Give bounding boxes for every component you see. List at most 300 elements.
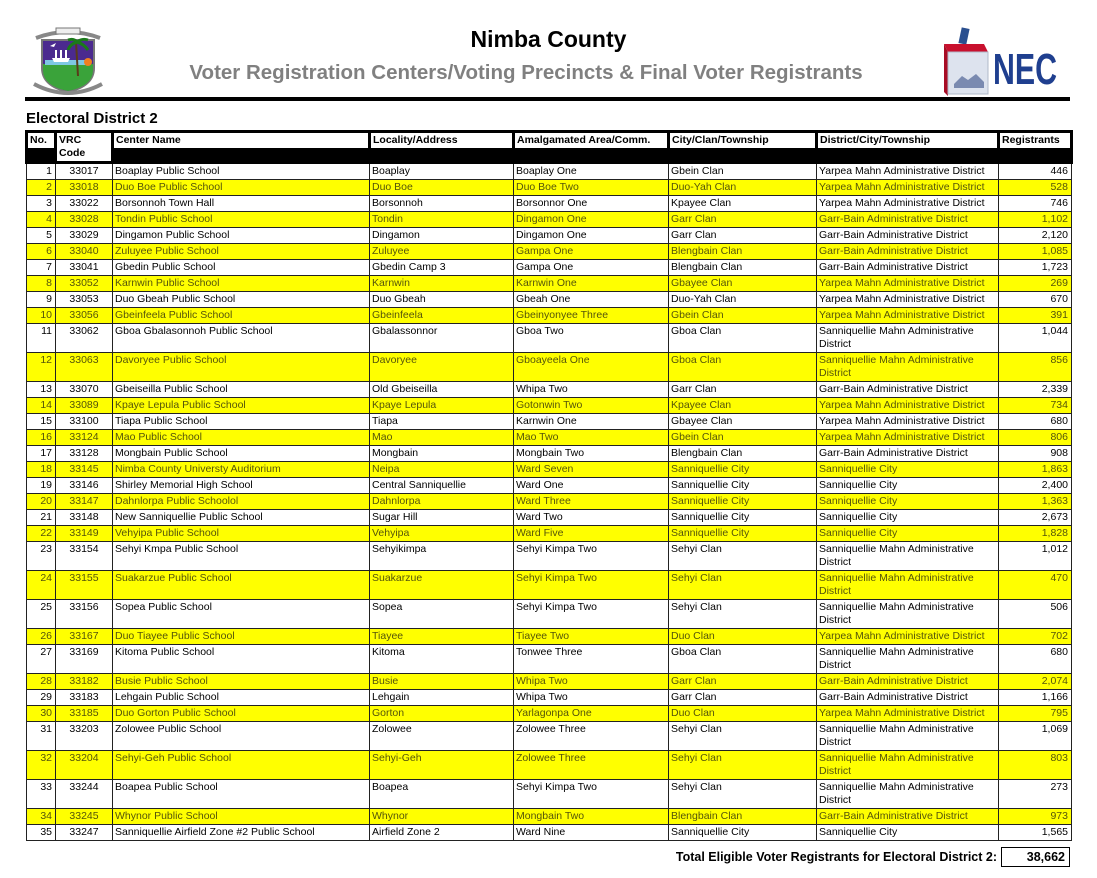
cell-row-number: 28 xyxy=(27,674,56,690)
cell-center-name: Kitoma Public School xyxy=(113,645,370,674)
cell-amalgamated-area: Gbeah One xyxy=(514,292,669,308)
cell-vrc-code: 33204 xyxy=(56,751,113,780)
total-label: Total Eligible Voter Registrants for Electoral District 2: xyxy=(675,850,997,864)
cell-row-number: 26 xyxy=(27,629,56,645)
cell-district: Sanniquellie City xyxy=(817,510,999,526)
cell-vrc-code: 33149 xyxy=(56,526,113,542)
cell-locality: Busie xyxy=(370,674,514,690)
cell-amalgamated-area: Tiayee Two xyxy=(514,629,669,645)
cell-city-clan: Kpayee Clan xyxy=(669,196,817,212)
cell-row-number: 17 xyxy=(27,446,56,462)
cell-amalgamated-area: Sehyi Kimpa Two xyxy=(514,571,669,600)
cell-center-name: Zuluyee Public School xyxy=(113,244,370,260)
column-header-district: District/City/Township xyxy=(817,132,999,163)
table-row xyxy=(27,629,1072,645)
cell-locality: Mongbain xyxy=(370,446,514,462)
table-row xyxy=(27,674,1072,690)
table-row xyxy=(27,780,1072,809)
cell-center-name: Sopea Public School xyxy=(113,600,370,629)
cell-amalgamated-area: Karnwin One xyxy=(514,414,669,430)
cell-district: Yarpea Mahn Administrative District xyxy=(817,414,999,430)
cell-center-name: New Sanniquellie Public School xyxy=(113,510,370,526)
cell-amalgamated-area: Karnwin One xyxy=(514,276,669,292)
cell-district: Garr-Bain Administrative District xyxy=(817,260,999,276)
column-header-center-name: Center Name xyxy=(113,132,370,163)
cell-city-clan: Gboa Clan xyxy=(669,324,817,353)
cell-city-clan: Sanniquellie City xyxy=(669,526,817,542)
cell-row-number: 24 xyxy=(27,571,56,600)
cell-amalgamated-area: Gampa One xyxy=(514,244,669,260)
cell-center-name: Davoryee Public School xyxy=(113,353,370,382)
cell-row-number: 31 xyxy=(27,722,56,751)
cell-city-clan: Sehyi Clan xyxy=(669,600,817,629)
cell-district: Sanniquellie Mahn Administrative District xyxy=(817,600,999,629)
cell-amalgamated-area: Dingamon One xyxy=(514,212,669,228)
table-row xyxy=(27,478,1072,494)
cell-vrc-code: 33062 xyxy=(56,324,113,353)
cell-row-number: 12 xyxy=(27,353,56,382)
cell-city-clan: Gbein Clan xyxy=(669,308,817,324)
cell-vrc-code: 33089 xyxy=(56,398,113,414)
cell-row-number: 6 xyxy=(27,244,56,260)
cell-registrants: 1,565 xyxy=(999,825,1072,841)
cell-row-number: 2 xyxy=(27,180,56,196)
cell-registrants: 1,102 xyxy=(999,212,1072,228)
cell-center-name: Suakarzue Public School xyxy=(113,571,370,600)
table-row xyxy=(27,809,1072,825)
cell-district: Garr-Bain Administrative District xyxy=(817,674,999,690)
cell-district: Sanniquellie City xyxy=(817,494,999,510)
cell-vrc-code: 33147 xyxy=(56,494,113,510)
cell-registrants: 908 xyxy=(999,446,1072,462)
cell-registrants: 1,044 xyxy=(999,324,1072,353)
cell-district: Sanniquellie City xyxy=(817,526,999,542)
section-title: Electoral District 2 xyxy=(26,110,158,127)
cell-locality: Sugar Hill xyxy=(370,510,514,526)
table-row xyxy=(27,196,1072,212)
cell-center-name: Vehyipa Public School xyxy=(113,526,370,542)
cell-amalgamated-area: Boaplay One xyxy=(514,163,669,180)
cell-amalgamated-area: Mao Two xyxy=(514,430,669,446)
cell-registrants: 528 xyxy=(999,180,1072,196)
cell-center-name: Lehgain Public School xyxy=(113,690,370,706)
cell-district: Yarpea Mahn Administrative District xyxy=(817,430,999,446)
cell-vrc-code: 33245 xyxy=(56,809,113,825)
table-row xyxy=(27,430,1072,446)
cell-row-number: 33 xyxy=(27,780,56,809)
table-row xyxy=(27,353,1072,382)
cell-locality: Dingamon xyxy=(370,228,514,244)
cell-center-name: Gboa Gbalasonnoh Public School xyxy=(113,324,370,353)
cell-locality: Central Sanniquellie xyxy=(370,478,514,494)
page-subtitle: Voter Registration Centers/Voting Precincts & Final Voter Registrants xyxy=(189,61,863,84)
cell-row-number: 21 xyxy=(27,510,56,526)
table-row xyxy=(27,571,1072,600)
cell-district: Sanniquellie City xyxy=(817,462,999,478)
table-row xyxy=(27,180,1072,196)
cell-locality: Davoryee xyxy=(370,353,514,382)
cell-district: Yarpea Mahn Administrative District xyxy=(817,398,999,414)
table-row xyxy=(27,244,1072,260)
cell-locality: Dahnlorpa xyxy=(370,494,514,510)
cell-locality: Mao xyxy=(370,430,514,446)
cell-center-name: Duo Gorton Public School xyxy=(113,706,370,722)
cell-center-name: Dingamon Public School xyxy=(113,228,370,244)
cell-center-name: Karnwin Public School xyxy=(113,276,370,292)
cell-amalgamated-area: Sehyi Kimpa Two xyxy=(514,780,669,809)
cell-row-number: 15 xyxy=(27,414,56,430)
cell-center-name: Tiapa Public School xyxy=(113,414,370,430)
cell-city-clan: Blengbain Clan xyxy=(669,446,817,462)
cell-row-number: 5 xyxy=(27,228,56,244)
table-row xyxy=(27,308,1072,324)
cell-amalgamated-area: Mongbain Two xyxy=(514,446,669,462)
cell-district: Garr-Bain Administrative District xyxy=(817,446,999,462)
cell-district: Yarpea Mahn Administrative District xyxy=(817,163,999,180)
cell-vrc-code: 33018 xyxy=(56,180,113,196)
cell-center-name: Mao Public School xyxy=(113,430,370,446)
cell-city-clan: Sanniquellie City xyxy=(669,478,817,494)
cell-center-name: Gbedin Public School xyxy=(113,260,370,276)
table-row xyxy=(27,600,1072,629)
cell-registrants: 1,012 xyxy=(999,542,1072,571)
cell-locality: Borsonnoh xyxy=(370,196,514,212)
cell-district: Yarpea Mahn Administrative District xyxy=(817,706,999,722)
cell-city-clan: Duo Clan xyxy=(669,629,817,645)
registrants-table xyxy=(25,130,1073,841)
cell-locality: Whynor xyxy=(370,809,514,825)
cell-city-clan: Garr Clan xyxy=(669,690,817,706)
cell-district: Sanniquellie Mahn Administrative District xyxy=(817,571,999,600)
cell-city-clan: Gbayee Clan xyxy=(669,276,817,292)
cell-district: Sanniquellie Mahn Administrative District xyxy=(817,780,999,809)
cell-center-name: Sehyi-Geh Public School xyxy=(113,751,370,780)
cell-registrants: 2,074 xyxy=(999,674,1072,690)
cell-amalgamated-area: Ward Three xyxy=(514,494,669,510)
table-row xyxy=(27,751,1072,780)
cell-locality: Sehyi-Geh xyxy=(370,751,514,780)
cell-locality: Tiayee xyxy=(370,629,514,645)
cell-registrants: 1,085 xyxy=(999,244,1072,260)
cell-district: Garr-Bain Administrative District xyxy=(817,228,999,244)
column-header-amalgamated-area: Amalgamated Area/Comm. xyxy=(514,132,669,163)
cell-amalgamated-area: Borsonnor One xyxy=(514,196,669,212)
cell-registrants: 746 xyxy=(999,196,1072,212)
cell-amalgamated-area: Yarlagonpa One xyxy=(514,706,669,722)
column-header-registrants: Registrants xyxy=(999,132,1072,163)
column-header-no: No. xyxy=(27,132,56,163)
cell-amalgamated-area: Ward Nine xyxy=(514,825,669,841)
cell-city-clan: Sehyi Clan xyxy=(669,751,817,780)
cell-vrc-code: 33063 xyxy=(56,353,113,382)
cell-district: Garr-Bain Administrative District xyxy=(817,244,999,260)
cell-locality: Gbalassonnor xyxy=(370,324,514,353)
table-section xyxy=(25,130,1070,867)
cell-vrc-code: 33052 xyxy=(56,276,113,292)
cell-locality: Boapea xyxy=(370,780,514,809)
cell-city-clan: Kpayee Clan xyxy=(669,398,817,414)
total-row xyxy=(25,847,1070,867)
cell-amalgamated-area: Gboayeela One xyxy=(514,353,669,382)
cell-city-clan: Sehyi Clan xyxy=(669,542,817,571)
cell-locality: Zolowee xyxy=(370,722,514,751)
cell-city-clan: Duo-Yah Clan xyxy=(669,180,817,196)
cell-row-number: 9 xyxy=(27,292,56,308)
cell-row-number: 10 xyxy=(27,308,56,324)
cell-center-name: Borsonnoh Town Hall xyxy=(113,196,370,212)
cell-center-name: Dahnlorpa Public Schoolol xyxy=(113,494,370,510)
cell-center-name: Duo Boe Public School xyxy=(113,180,370,196)
cell-registrants: 391 xyxy=(999,308,1072,324)
table-row xyxy=(27,825,1072,841)
cell-amalgamated-area: Gboa Two xyxy=(514,324,669,353)
cell-amalgamated-area: Sehyi Kimpa Two xyxy=(514,542,669,571)
cell-registrants: 1,166 xyxy=(999,690,1072,706)
cell-registrants: 680 xyxy=(999,414,1072,430)
cell-amalgamated-area: Whipa Two xyxy=(514,382,669,398)
cell-registrants: 795 xyxy=(999,706,1072,722)
cell-vrc-code: 33040 xyxy=(56,244,113,260)
cell-vrc-code: 33183 xyxy=(56,690,113,706)
cell-district: Garr-Bain Administrative District xyxy=(817,212,999,228)
cell-district: Yarpea Mahn Administrative District xyxy=(817,308,999,324)
cell-amalgamated-area: Dingamon One xyxy=(514,228,669,244)
cell-registrants: 446 xyxy=(999,163,1072,180)
cell-locality: Neipa xyxy=(370,462,514,478)
cell-row-number: 1 xyxy=(27,163,56,180)
cell-registrants: 734 xyxy=(999,398,1072,414)
cell-center-name: Gbeinfeela Public School xyxy=(113,308,370,324)
cell-city-clan: Sanniquellie City xyxy=(669,825,817,841)
cell-registrants: 856 xyxy=(999,353,1072,382)
cell-vrc-code: 33156 xyxy=(56,600,113,629)
total-value-text: 38,662 xyxy=(1026,850,1065,864)
table-row xyxy=(27,260,1072,276)
cell-registrants: 470 xyxy=(999,571,1072,600)
cell-amalgamated-area: Mongbain Two xyxy=(514,809,669,825)
cell-locality: Lehgain xyxy=(370,690,514,706)
cell-amalgamated-area: Ward One xyxy=(514,478,669,494)
cell-district: Garr-Bain Administrative District xyxy=(817,382,999,398)
cell-city-clan: Sanniquellie City xyxy=(669,462,817,478)
cell-city-clan: Sanniquellie City xyxy=(669,510,817,526)
table-header-row xyxy=(27,132,1072,163)
table-row xyxy=(27,494,1072,510)
cell-locality: Kpaye Lepula xyxy=(370,398,514,414)
cell-registrants: 973 xyxy=(999,809,1072,825)
cell-locality: Tondin xyxy=(370,212,514,228)
table-row xyxy=(27,163,1072,180)
cell-amalgamated-area: Gotonwin Two xyxy=(514,398,669,414)
cell-locality: Sopea xyxy=(370,600,514,629)
cell-row-number: 34 xyxy=(27,809,56,825)
cell-locality: Kitoma xyxy=(370,645,514,674)
cell-city-clan: Garr Clan xyxy=(669,382,817,398)
cell-city-clan: Gbein Clan xyxy=(669,163,817,180)
cell-district: Yarpea Mahn Administrative District xyxy=(817,180,999,196)
cell-district: Sanniquellie Mahn Administrative District xyxy=(817,324,999,353)
cell-row-number: 25 xyxy=(27,600,56,629)
cell-locality: Old Gbeiseilla xyxy=(370,382,514,398)
cell-city-clan: Garr Clan xyxy=(669,212,817,228)
table-row xyxy=(27,690,1072,706)
cell-vrc-code: 33070 xyxy=(56,382,113,398)
table-row xyxy=(27,526,1072,542)
column-header-vrc-code: VRC Code xyxy=(56,132,113,163)
cell-district: Sanniquellie City xyxy=(817,478,999,494)
cell-vrc-code: 33128 xyxy=(56,446,113,462)
cell-center-name: Whynor Public School xyxy=(113,809,370,825)
cell-amalgamated-area: Zolowee Three xyxy=(514,722,669,751)
cell-city-clan: Sehyi Clan xyxy=(669,571,817,600)
cell-registrants: 1,863 xyxy=(999,462,1072,478)
cell-row-number: 13 xyxy=(27,382,56,398)
cell-center-name: Tondin Public School xyxy=(113,212,370,228)
cell-amalgamated-area: Duo Boe Two xyxy=(514,180,669,196)
table-row xyxy=(27,706,1072,722)
table-row xyxy=(27,212,1072,228)
cell-locality: Boaplay xyxy=(370,163,514,180)
cell-locality: Gbeinfeela xyxy=(370,308,514,324)
cell-vrc-code: 33053 xyxy=(56,292,113,308)
cell-center-name: Boaplay Public School xyxy=(113,163,370,180)
cell-center-name: Duo Gbeah Public School xyxy=(113,292,370,308)
cell-city-clan: Gboa Clan xyxy=(669,645,817,674)
cell-row-number: 35 xyxy=(27,825,56,841)
cell-row-number: 4 xyxy=(27,212,56,228)
cell-vrc-code: 33169 xyxy=(56,645,113,674)
cell-row-number: 16 xyxy=(27,430,56,446)
cell-vrc-code: 33041 xyxy=(56,260,113,276)
cell-center-name: Kpaye Lepula Public School xyxy=(113,398,370,414)
cell-vrc-code: 33244 xyxy=(56,780,113,809)
cell-district: Sanniquellie Mahn Administrative District xyxy=(817,751,999,780)
cell-vrc-code: 33155 xyxy=(56,571,113,600)
cell-row-number: 23 xyxy=(27,542,56,571)
cell-center-name: Mongbain Public School xyxy=(113,446,370,462)
cell-district: Yarpea Mahn Administrative District xyxy=(817,292,999,308)
cell-amalgamated-area: Ward Two xyxy=(514,510,669,526)
cell-amalgamated-area: Ward Seven xyxy=(514,462,669,478)
cell-amalgamated-area: Sehyi Kimpa Two xyxy=(514,600,669,629)
table-row xyxy=(27,542,1072,571)
cell-district: Sanniquellie Mahn Administrative District xyxy=(817,645,999,674)
cell-district: Sanniquellie Mahn Administrative District xyxy=(817,722,999,751)
cell-amalgamated-area: Tonwee Three xyxy=(514,645,669,674)
cell-center-name: Zolowee Public School xyxy=(113,722,370,751)
table-body xyxy=(27,163,1072,841)
cell-city-clan: Duo-Yah Clan xyxy=(669,292,817,308)
cell-district: Garr-Bain Administrative District xyxy=(817,690,999,706)
cell-vrc-code: 33124 xyxy=(56,430,113,446)
cell-district: Yarpea Mahn Administrative District xyxy=(817,196,999,212)
cell-locality: Suakarzue xyxy=(370,571,514,600)
cell-locality: Duo Gbeah xyxy=(370,292,514,308)
cell-registrants: 1,069 xyxy=(999,722,1072,751)
cell-registrants: 2,673 xyxy=(999,510,1072,526)
cell-row-number: 32 xyxy=(27,751,56,780)
cell-amalgamated-area: Whipa Two xyxy=(514,674,669,690)
cell-vrc-code: 33146 xyxy=(56,478,113,494)
cell-locality: Zuluyee xyxy=(370,244,514,260)
cell-registrants: 2,339 xyxy=(999,382,1072,398)
cell-registrants: 273 xyxy=(999,780,1072,809)
cell-vrc-code: 33056 xyxy=(56,308,113,324)
cell-vrc-code: 33100 xyxy=(56,414,113,430)
cell-center-name: Boapea Public School xyxy=(113,780,370,809)
cell-registrants: 2,400 xyxy=(999,478,1072,494)
cell-row-number: 18 xyxy=(27,462,56,478)
cell-city-clan: Sehyi Clan xyxy=(669,780,817,809)
table-row xyxy=(27,324,1072,353)
cell-district: Sanniquellie City xyxy=(817,825,999,841)
nec-ballot-box-icon xyxy=(940,26,1060,96)
cell-center-name: Shirley Memorial High School xyxy=(113,478,370,494)
cell-vrc-code: 33203 xyxy=(56,722,113,751)
cell-amalgamated-area: Ward Five xyxy=(514,526,669,542)
cell-vrc-code: 33145 xyxy=(56,462,113,478)
cell-city-clan: Blengbain Clan xyxy=(669,809,817,825)
cell-city-clan: Garr Clan xyxy=(669,674,817,690)
cell-registrants: 1,723 xyxy=(999,260,1072,276)
cell-district: Yarpea Mahn Administrative District xyxy=(817,629,999,645)
cell-registrants: 806 xyxy=(999,430,1072,446)
table-row xyxy=(27,292,1072,308)
cell-vrc-code: 33182 xyxy=(56,674,113,690)
cell-amalgamated-area: Gbeinyonyee Three xyxy=(514,308,669,324)
cell-vrc-code: 33247 xyxy=(56,825,113,841)
cell-center-name: Sanniquellie Airfield Zone #2 Public School xyxy=(113,825,370,841)
cell-center-name: Sehyi Kmpa Public School xyxy=(113,542,370,571)
cell-district: Garr-Bain Administrative District xyxy=(817,809,999,825)
cell-city-clan: Sanniquellie City xyxy=(669,494,817,510)
cell-registrants: 2,120 xyxy=(999,228,1072,244)
cell-vrc-code: 33022 xyxy=(56,196,113,212)
table-row xyxy=(27,414,1072,430)
cell-city-clan: Gboa Clan xyxy=(669,353,817,382)
cell-center-name: Gbeiseilla Public School xyxy=(113,382,370,398)
cell-city-clan: Duo Clan xyxy=(669,706,817,722)
cell-city-clan: Blengbain Clan xyxy=(669,260,817,276)
cell-locality: Vehyipa xyxy=(370,526,514,542)
cell-registrants: 269 xyxy=(999,276,1072,292)
cell-district: Sanniquellie Mahn Administrative District xyxy=(817,353,999,382)
cell-district: Sanniquellie Mahn Administrative District xyxy=(817,542,999,571)
cell-vrc-code: 33017 xyxy=(56,163,113,180)
cell-locality: Gorton xyxy=(370,706,514,722)
cell-city-clan: Blengbain Clan xyxy=(669,244,817,260)
cell-row-number: 14 xyxy=(27,398,56,414)
cell-vrc-code: 33148 xyxy=(56,510,113,526)
page-title: Nimba County xyxy=(470,26,627,52)
table-row xyxy=(27,228,1072,244)
cell-amalgamated-area: Gampa One xyxy=(514,260,669,276)
table-row xyxy=(27,510,1072,526)
cell-row-number: 7 xyxy=(27,260,56,276)
cell-city-clan: Gbein Clan xyxy=(669,430,817,446)
cell-row-number: 29 xyxy=(27,690,56,706)
cell-registrants: 1,828 xyxy=(999,526,1072,542)
cell-city-clan: Gbayee Clan xyxy=(669,414,817,430)
cell-amalgamated-area: Whipa Two xyxy=(514,690,669,706)
cell-locality: Sehyikimpa xyxy=(370,542,514,571)
cell-vrc-code: 33154 xyxy=(56,542,113,571)
cell-locality: Airfield Zone 2 xyxy=(370,825,514,841)
table-row xyxy=(27,462,1072,478)
cell-city-clan: Garr Clan xyxy=(669,228,817,244)
cell-vrc-code: 33185 xyxy=(56,706,113,722)
cell-center-name: Busie Public School xyxy=(113,674,370,690)
